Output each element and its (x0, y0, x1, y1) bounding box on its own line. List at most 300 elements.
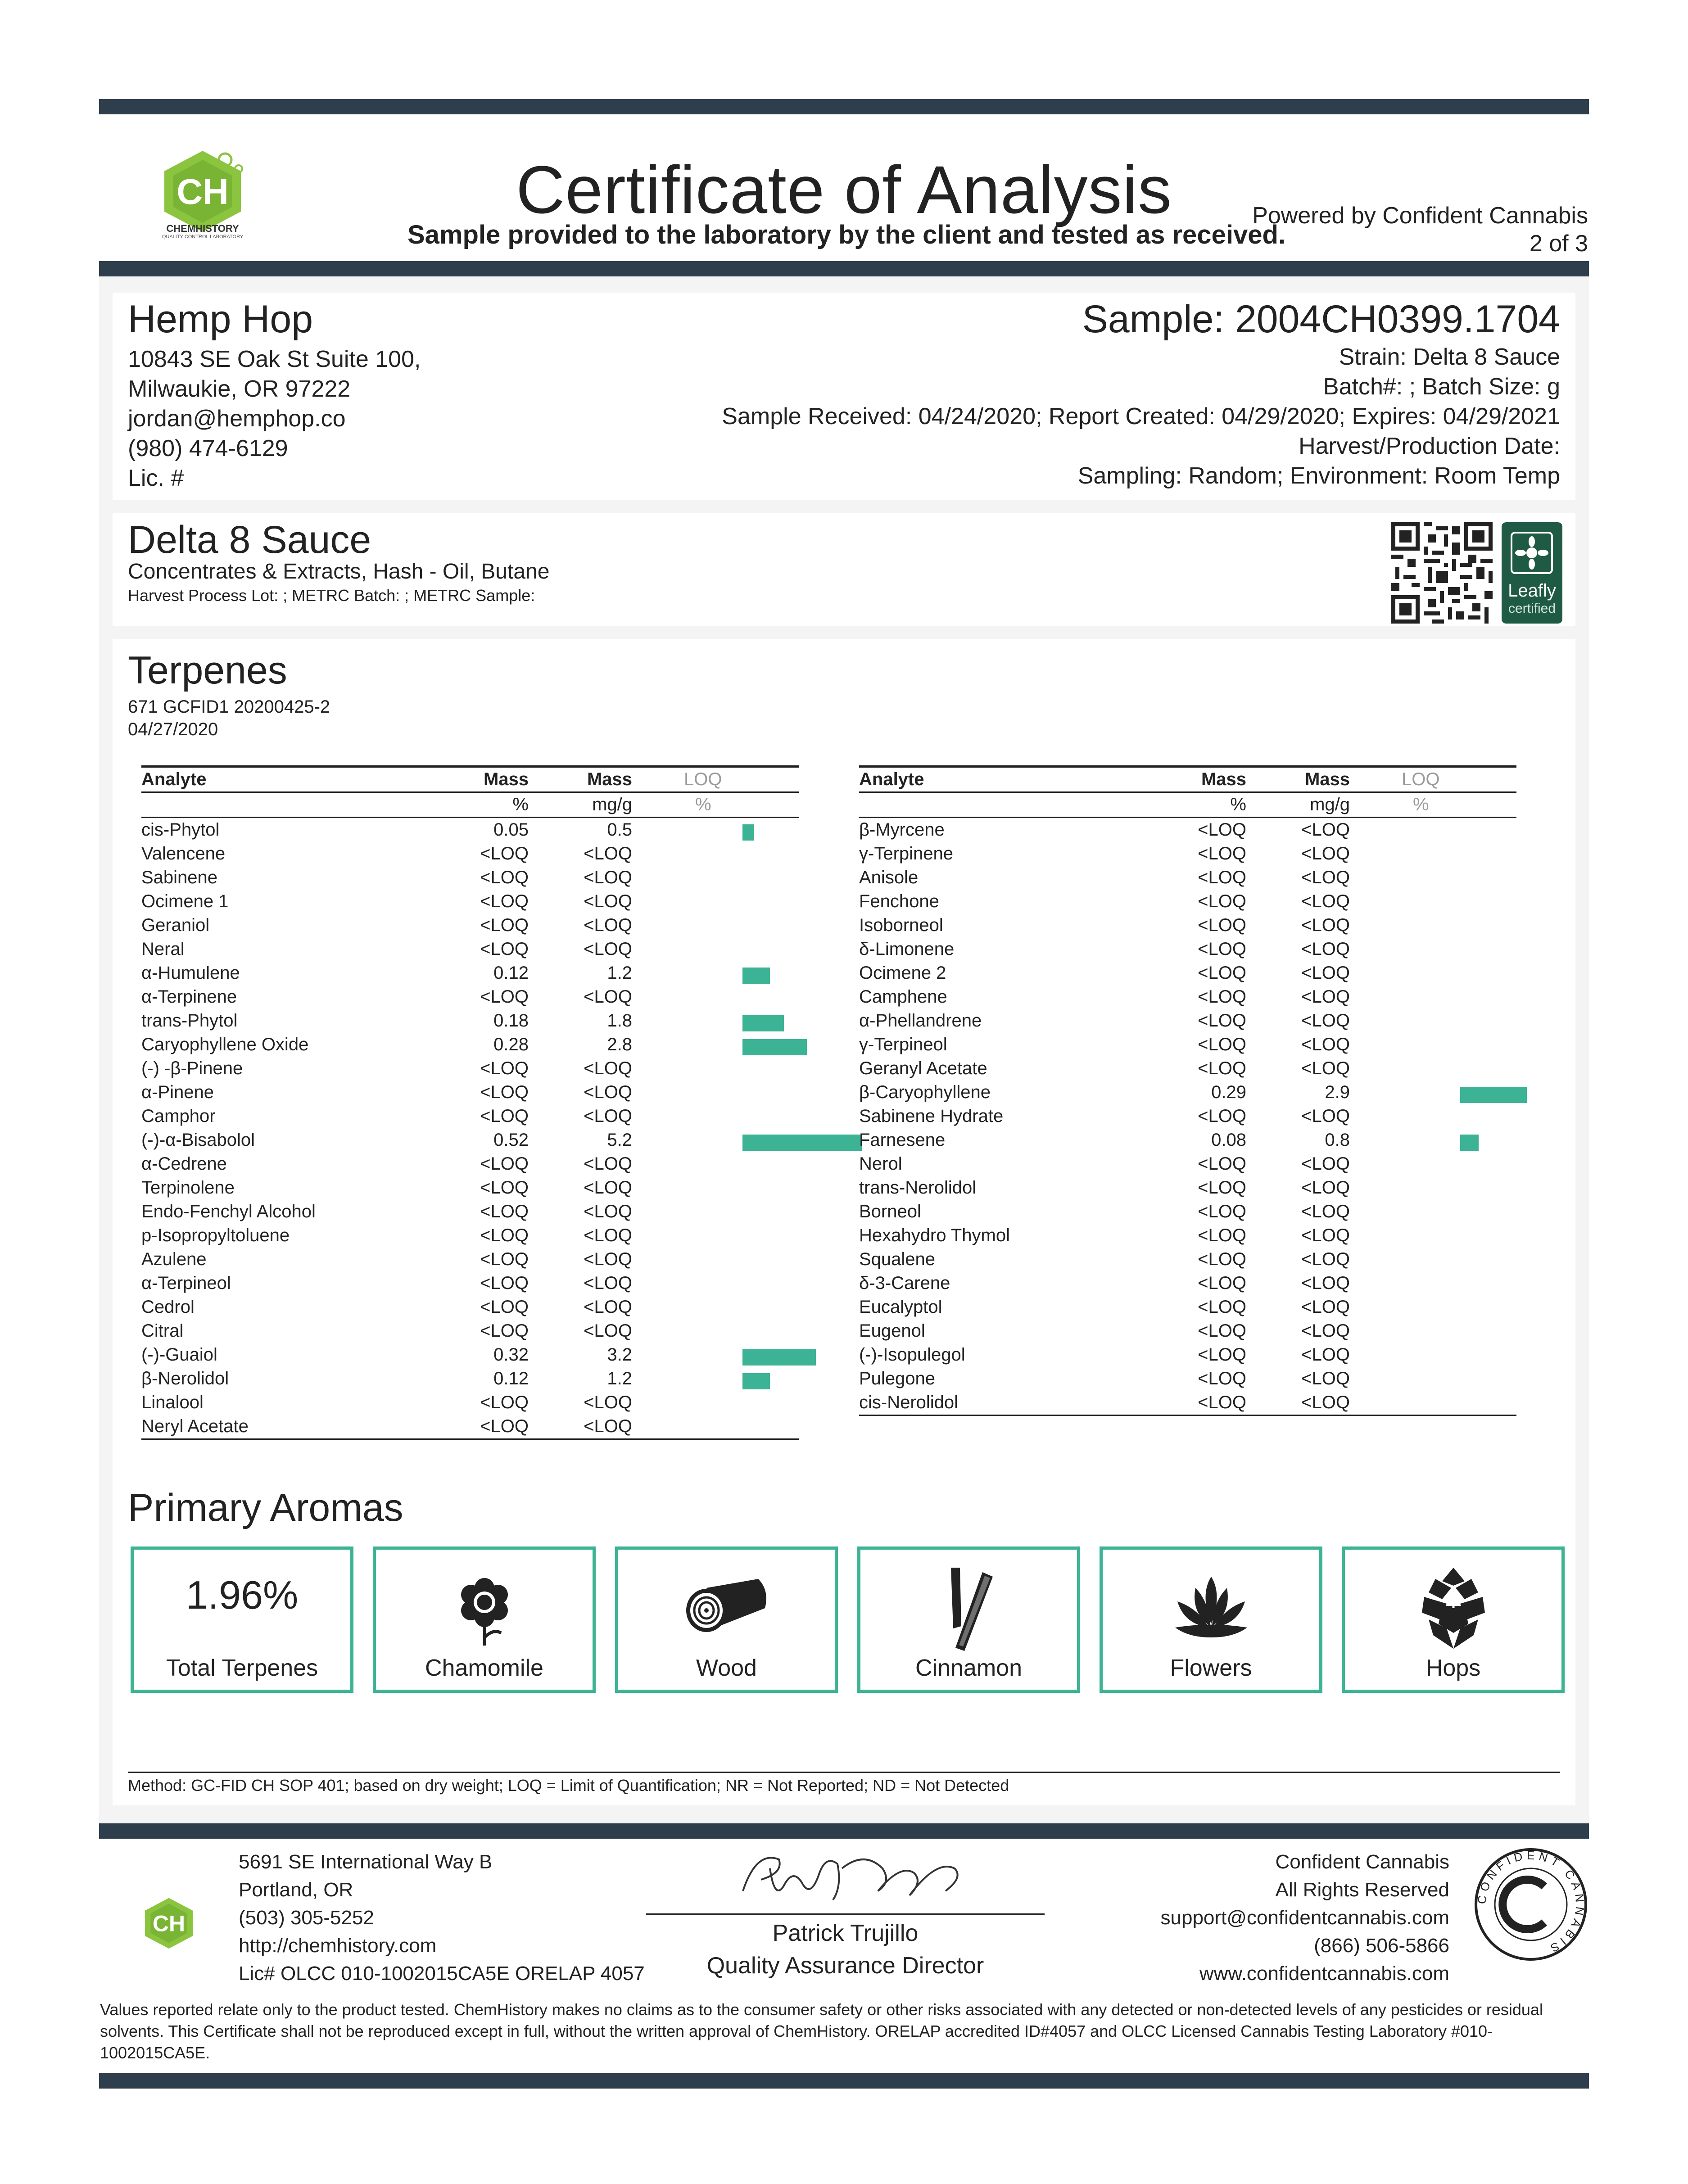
mass-pct: <LOQ (480, 1106, 529, 1126)
sample-dates: Sample Received: 04/24/2020; Report Created: 04/29/2020; Expires: 04/29/2021 (722, 403, 1560, 430)
terpenes-rows-left (141, 818, 799, 1439)
client-address-line2: Milwaukie, OR 97222 (128, 376, 351, 402)
mass-mg: <LOQ (584, 1416, 632, 1436)
sample-batch: Batch#: ; Batch Size: g (1323, 374, 1560, 400)
leafly-certified-badge (1502, 522, 1562, 624)
table-row (141, 1057, 799, 1081)
loq-bar-cell (632, 1152, 799, 1176)
mass-pct: <LOQ (1198, 939, 1246, 959)
header-loq: LOQ (684, 769, 722, 789)
method-note: Method: GC-FID CH SOP 401; based on dry weight; LOQ = Limit of Quantification; NR = Not Reported; ND = Not Detected (128, 1776, 1009, 1795)
table-row (859, 985, 1516, 1009)
client-email: jordan@hemphop.co (128, 406, 346, 432)
mass-pct: <LOQ (1198, 844, 1246, 864)
header-loq: LOQ (1402, 769, 1440, 789)
analyte-name: β-Nerolidol (141, 1369, 229, 1388)
client-name: Hemp Hop (128, 298, 313, 341)
table-row (141, 1295, 799, 1319)
mass-pct: <LOQ (1198, 987, 1246, 1007)
table-row (859, 1200, 1516, 1224)
analyte-name: α-Terpinene (141, 987, 237, 1007)
terpene-bar (1460, 1135, 1479, 1151)
table-row (141, 890, 799, 913)
table-units-row (141, 792, 799, 818)
footer-logo (135, 1891, 203, 1958)
mass-pct: <LOQ (480, 1393, 529, 1412)
aroma-card-hops (1342, 1546, 1565, 1693)
mass-mg: <LOQ (1301, 1202, 1350, 1221)
table-row (859, 818, 1516, 842)
analyte-name: Citral (141, 1321, 184, 1341)
analyte-name: Hexahydro Thymol (859, 1225, 1010, 1245)
mass-mg: <LOQ (584, 915, 632, 935)
leafly-leaf-icon (1509, 530, 1554, 575)
analyte-name: Neryl Acetate (141, 1416, 249, 1436)
signature (729, 1841, 982, 1909)
loq-bar-cell (1350, 1319, 1516, 1343)
loq-bar-cell (1350, 866, 1516, 890)
mass-pct: <LOQ (1198, 1106, 1246, 1126)
analyte-name: α-Cedrene (141, 1154, 227, 1174)
lab-website-link[interactable]: http://chemhistory.com (239, 1935, 437, 1957)
loq-bar-cell (1350, 913, 1516, 937)
mass-mg: <LOQ (584, 1202, 632, 1221)
table-row (859, 1176, 1516, 1200)
header-analyte: Analyte (141, 769, 207, 789)
table-row (859, 1271, 1516, 1295)
aroma-card-cinnamon (857, 1546, 1080, 1693)
unit-pct: % (1230, 795, 1246, 814)
mass-mg: <LOQ (584, 1225, 632, 1245)
mass-pct: <LOQ (1198, 1393, 1246, 1412)
confident-cannabis-seal (1472, 1846, 1589, 1963)
logo-tagline: QUALITY CONTROL LABORATORY (162, 234, 244, 240)
analyte-name: (-)-α-Bisabolol (141, 1130, 255, 1150)
analyte-name: Terpinolene (141, 1178, 235, 1198)
table-row (859, 1152, 1516, 1176)
aroma-label: Chamomile (425, 1655, 543, 1681)
loq-bar-cell (632, 1009, 799, 1033)
table-row (859, 1104, 1516, 1128)
mass-mg: 1.2 (607, 1369, 632, 1388)
sample-id: Sample: 2004CH0399.1704 (1082, 298, 1560, 341)
aromas-panel (113, 1477, 1575, 1805)
mass-mg: 2.9 (1325, 1082, 1350, 1102)
mass-pct: 0.12 (493, 1369, 529, 1388)
lab-address-line2: Portland, OR (239, 1879, 353, 1901)
mass-mg: <LOQ (1301, 987, 1350, 1007)
analyte-name: Ocimene 1 (141, 891, 229, 911)
table-row (859, 1009, 1516, 1033)
table-row (141, 1081, 799, 1104)
terpene-bar (742, 968, 770, 984)
header-mass-pct: Mass (483, 769, 529, 789)
mass-pct: <LOQ (1198, 1249, 1246, 1269)
client-address-line1: 10843 SE Oak St Suite 100, (128, 346, 421, 372)
loq-bar-cell (1350, 1081, 1516, 1104)
mass-pct: <LOQ (480, 1321, 529, 1341)
table-row (141, 1176, 799, 1200)
mass-mg: <LOQ (584, 844, 632, 864)
mass-mg: <LOQ (1301, 1106, 1350, 1126)
header-divider-bar (99, 261, 1589, 276)
analyte-name: Camphene (859, 987, 947, 1007)
terpenes-method-id: 671 GCFID1 20200425-2 (128, 697, 330, 717)
mass-mg: 0.8 (1325, 1130, 1350, 1150)
analyte-name: Squalene (859, 1249, 936, 1269)
analyte-name: β-Myrcene (859, 820, 945, 840)
header-mass-mg: Mass (1304, 769, 1350, 789)
table-row (859, 842, 1516, 866)
mass-mg: <LOQ (1301, 963, 1350, 983)
mass-mg: <LOQ (584, 939, 632, 959)
mass-mg: <LOQ (584, 1058, 632, 1078)
unit-loq: % (1413, 795, 1429, 814)
terpenes-table-right (859, 765, 1516, 1416)
loq-bar-cell (1350, 1200, 1516, 1224)
loq-bar-cell (632, 985, 799, 1009)
lab-contact (239, 1848, 645, 1988)
loq-bar-cell (1350, 1057, 1516, 1081)
cinnamon-stick-icon (940, 1563, 998, 1653)
unit-mg: mg/g (592, 795, 632, 814)
loq-bar-cell (632, 866, 799, 890)
client-license: Lic. # (128, 465, 184, 491)
loq-bar-cell (1350, 985, 1516, 1009)
table-row (141, 913, 799, 937)
svg-text:CONFIDENT CANNABIS: CONFIDENT CANNABIS (1475, 1848, 1587, 1957)
page-title: Certificate of Analysis (516, 152, 1172, 227)
analyte-name: Azulene (141, 1249, 207, 1269)
loq-bar-cell (1350, 937, 1516, 961)
terpenes-date: 04/27/2020 (128, 719, 218, 739)
mass-mg: 0.5 (607, 820, 632, 840)
mass-pct: <LOQ (1198, 868, 1246, 887)
analyte-name: Caryophyllene Oxide (141, 1035, 309, 1054)
loq-bar-cell (632, 1057, 799, 1081)
mass-pct: <LOQ (480, 1082, 529, 1102)
terpene-bar (742, 1349, 816, 1366)
loq-bar-cell (1350, 1343, 1516, 1367)
mass-mg: <LOQ (1301, 1249, 1350, 1269)
mass-mg: <LOQ (1301, 1035, 1350, 1054)
chamomile-icon (451, 1570, 518, 1646)
lotus-flower-icon (1166, 1574, 1256, 1642)
loq-bar-cell (632, 1104, 799, 1128)
analyte-name: α-Terpineol (141, 1273, 231, 1293)
mass-mg: <LOQ (584, 987, 632, 1007)
table-row (859, 1343, 1516, 1367)
aroma-label: Hops (1426, 1655, 1481, 1681)
mass-mg: <LOQ (1301, 868, 1350, 887)
signer-block (646, 1917, 1045, 1982)
unit-mg: mg/g (1310, 795, 1350, 814)
analyte-name: (-)-Guaiol (141, 1345, 217, 1365)
analyte-name: cis-Nerolidol (859, 1393, 959, 1412)
loq-bar-cell (632, 890, 799, 913)
analyte-name: Cedrol (141, 1297, 195, 1317)
mass-pct: <LOQ (1198, 1011, 1246, 1031)
mass-pct: 0.08 (1211, 1130, 1246, 1150)
table-row (859, 1391, 1516, 1415)
analyte-name: α-Pinene (141, 1082, 214, 1102)
mass-pct: 0.52 (493, 1130, 529, 1150)
loq-bar-cell (632, 818, 799, 842)
lab-phone: (503) 305-5252 (239, 1907, 374, 1929)
powered-by-text: Powered by Confident Cannabis (1252, 203, 1588, 229)
table-row (141, 961, 799, 985)
table-row (859, 1319, 1516, 1343)
product-category: Concentrates & Extracts, Hash - Oil, Butane (128, 560, 550, 583)
table-row (141, 1415, 799, 1439)
mass-pct: <LOQ (480, 987, 529, 1007)
terpenes-title: Terpenes (128, 649, 287, 692)
table-row (141, 1200, 799, 1224)
loq-bar-cell (632, 1319, 799, 1343)
table-row (859, 937, 1516, 961)
terpene-bar (1460, 1087, 1527, 1103)
table-row (141, 1128, 799, 1152)
mass-pct: <LOQ (1198, 820, 1246, 840)
analyte-name: Eucalyptol (859, 1297, 942, 1317)
logo-name: CHEMHISTORY (166, 223, 239, 234)
loq-bar-cell (1350, 1009, 1516, 1033)
table-row (141, 1391, 799, 1415)
loq-bar-cell (632, 961, 799, 985)
leafly-text: Leafly (1508, 581, 1556, 601)
loq-bar-cell (632, 1391, 799, 1415)
analyte-name: Pulegone (859, 1369, 936, 1388)
mass-pct: <LOQ (1198, 1178, 1246, 1198)
analyte-name: Anisole (859, 868, 919, 887)
loq-bar-cell (632, 1033, 799, 1057)
mass-mg: <LOQ (1301, 1178, 1350, 1198)
loq-bar-cell (632, 913, 799, 937)
table-row (141, 1319, 799, 1343)
cc-name: Confident Cannabis (1275, 1851, 1449, 1873)
analyte-name: δ-Limonene (859, 939, 955, 959)
mass-mg: <LOQ (1301, 1058, 1350, 1078)
analyte-name: (-) -β-Pinene (141, 1058, 243, 1078)
analyte-name: δ-3-Carene (859, 1273, 950, 1293)
leafly-certified-text: certified (1508, 601, 1556, 616)
loq-bar-cell (632, 1271, 799, 1295)
terpene-bar (742, 1373, 770, 1389)
terpenes-table-left (141, 765, 799, 1440)
total-terpenes-box (131, 1546, 353, 1693)
cc-website-link[interactable]: www.confidentcannabis.com (1199, 1962, 1449, 1985)
cc-rights: All Rights Reserved (1275, 1879, 1449, 1901)
bottom-border-bar (99, 2073, 1589, 2089)
table-row (141, 1343, 799, 1367)
mass-mg: <LOQ (584, 1082, 632, 1102)
mass-mg: <LOQ (1301, 1321, 1350, 1341)
mass-pct: <LOQ (1198, 1273, 1246, 1293)
mass-pct: <LOQ (1198, 1369, 1246, 1388)
mass-pct: <LOQ (1198, 1297, 1246, 1317)
mass-mg: <LOQ (584, 1273, 632, 1293)
loq-bar-cell (632, 1248, 799, 1271)
loq-bar-cell (1350, 1271, 1516, 1295)
analyte-name: Camphor (141, 1106, 216, 1126)
mass-pct: <LOQ (480, 939, 529, 959)
svg-text:CH: CH (152, 1911, 186, 1936)
aroma-card-chamomile (373, 1546, 596, 1693)
mass-pct: <LOQ (480, 1249, 529, 1269)
table-row (141, 1152, 799, 1176)
loq-bar-cell (632, 1224, 799, 1248)
analyte-name: Sabinene Hydrate (859, 1106, 1004, 1126)
lab-address-line1: 5691 SE International Way B (239, 1851, 493, 1873)
analyte-name: Borneol (859, 1202, 921, 1221)
wood-log-icon (682, 1574, 772, 1642)
analyte-name: cis-Phytol (141, 820, 220, 840)
table-row (141, 1271, 799, 1295)
cc-email-link[interactable]: support@confidentcannabis.com (1160, 1907, 1449, 1929)
mass-pct: <LOQ (480, 1058, 529, 1078)
mass-mg: <LOQ (584, 1393, 632, 1412)
mass-pct: <LOQ (480, 1225, 529, 1245)
powered-by-block (1252, 202, 1588, 258)
unit-pct: % (512, 795, 529, 814)
client-phone: (980) 474-6129 (128, 435, 288, 461)
mass-mg: 5.2 (607, 1130, 632, 1150)
loq-bar-cell (1350, 1128, 1516, 1152)
analyte-name: Neral (141, 939, 185, 959)
disclaimer: Values reported relate only to the product tested. ChemHistory makes no claims as to the consumer safety or other risks associated with any detected or non-detected levels of any pesticides or residual solvents. This Certificate shall not be reproduced except in full, without the written approval of ChemHistory. ORELAP accredited ID#4057 and OLCC Licensed Cannabis Testing Laboratory #010-1002015CA5E. (100, 2000, 1543, 2062)
aroma-label: Flowers (1170, 1655, 1252, 1681)
signer-name: Patrick Trujillo (772, 1920, 919, 1946)
mass-mg: <LOQ (1301, 1154, 1350, 1174)
mass-pct: <LOQ (1198, 963, 1246, 983)
mass-mg: <LOQ (584, 1321, 632, 1341)
mass-mg: 1.2 (607, 963, 632, 983)
svg-text:CH: CH (176, 172, 229, 212)
mass-pct: <LOQ (1198, 1321, 1246, 1341)
page-subtitle: Sample provided to the laboratory by the client and tested as received. (407, 220, 1285, 249)
product-lot: Harvest Process Lot: ; METRC Batch: ; METRC Sample: (128, 586, 535, 605)
table-row (859, 866, 1516, 890)
aroma-card-flowers (1100, 1546, 1322, 1693)
analyte-name: Farnesene (859, 1130, 946, 1150)
mass-pct: <LOQ (1198, 915, 1246, 935)
table-row (859, 1248, 1516, 1271)
analyte-name: α-Humulene (141, 963, 240, 983)
cc-contact (1161, 1848, 1449, 1988)
qr-code[interactable] (1391, 522, 1493, 624)
analyte-name: Geranyl Acetate (859, 1058, 987, 1078)
mass-pct: <LOQ (480, 868, 529, 887)
terpenes-rows-right (859, 818, 1516, 1415)
loq-bar-cell (1350, 1367, 1516, 1391)
table-row (859, 1057, 1516, 1081)
product-panel (113, 513, 1575, 626)
table-row (859, 961, 1516, 985)
analyte-name: Fenchone (859, 891, 939, 911)
analyte-name: Isoborneol (859, 915, 943, 935)
analyte-name: γ-Terpineol (859, 1035, 947, 1054)
loq-bar-cell (1350, 1033, 1516, 1057)
analyte-name: Valencene (141, 844, 226, 864)
client-sample-panel (113, 293, 1575, 500)
mass-mg: <LOQ (1301, 915, 1350, 935)
total-terpenes-label: Total Terpenes (166, 1655, 318, 1681)
loq-bar-cell (1350, 1104, 1516, 1128)
table-header-row (859, 767, 1516, 792)
cc-phone: (866) 506-5866 (1314, 1935, 1449, 1957)
mass-pct: <LOQ (480, 1178, 529, 1198)
loq-bar-cell (632, 1295, 799, 1319)
unit-loq: % (695, 795, 711, 814)
analyte-name: trans-Nerolidol (859, 1178, 977, 1198)
analyte-name: Ocimene 2 (859, 963, 946, 983)
mass-pct: <LOQ (480, 1154, 529, 1174)
header-mass-pct: Mass (1201, 769, 1246, 789)
table-row (141, 985, 799, 1009)
header-mass-mg: Mass (587, 769, 632, 789)
loq-bar-cell (632, 1200, 799, 1224)
mass-mg: <LOQ (1301, 1297, 1350, 1317)
loq-bar-cell (632, 937, 799, 961)
loq-bar-cell (1350, 818, 1516, 842)
analyte-name: Endo-Fenchyl Alcohol (141, 1202, 316, 1221)
total-terpenes-value: 1.96% (186, 1573, 299, 1617)
table-row (141, 1224, 799, 1248)
loq-bar-cell (632, 1343, 799, 1367)
loq-bar-cell (1350, 1224, 1516, 1248)
table-row (141, 842, 799, 866)
terpene-bar (742, 1135, 862, 1151)
mass-pct: <LOQ (1198, 891, 1246, 911)
loq-bar-cell (632, 1367, 799, 1391)
table-row (859, 1295, 1516, 1319)
analyte-name: Sabinene (141, 868, 218, 887)
mass-mg: <LOQ (584, 1297, 632, 1317)
mass-pct: <LOQ (480, 1416, 529, 1436)
table-row (859, 1224, 1516, 1248)
mass-pct: <LOQ (1198, 1225, 1246, 1245)
method-rule (128, 1772, 1560, 1773)
mass-pct: <LOQ (1198, 1202, 1246, 1221)
loq-bar-cell (1350, 1152, 1516, 1176)
mass-pct: 0.28 (493, 1035, 529, 1054)
loq-bar-cell (632, 1415, 799, 1439)
terpene-bar (742, 824, 754, 841)
analyte-name: β-Caryophyllene (859, 1082, 991, 1102)
loq-bar-cell (632, 1128, 799, 1152)
mass-pct: <LOQ (1198, 1035, 1246, 1054)
table-row (859, 890, 1516, 913)
loq-bar-cell (1350, 1176, 1516, 1200)
mass-mg: <LOQ (584, 891, 632, 911)
mass-mg: <LOQ (584, 1249, 632, 1269)
table-row (141, 1009, 799, 1033)
loq-bar-cell (1350, 890, 1516, 913)
sample-sampling: Sampling: Random; Environment: Room Temp (1077, 463, 1560, 489)
mass-mg: 3.2 (607, 1345, 632, 1365)
mass-mg: <LOQ (584, 1178, 632, 1198)
client-address (128, 344, 421, 493)
header-analyte: Analyte (859, 769, 924, 789)
mass-mg: <LOQ (1301, 1225, 1350, 1245)
table-row (859, 1128, 1516, 1152)
analyte-name: Linalool (141, 1393, 204, 1412)
table-row (141, 1248, 799, 1271)
terpene-bar (742, 1015, 784, 1031)
mass-pct: <LOQ (1198, 1345, 1246, 1365)
mass-mg: <LOQ (1301, 939, 1350, 959)
mass-mg: <LOQ (584, 1154, 632, 1174)
